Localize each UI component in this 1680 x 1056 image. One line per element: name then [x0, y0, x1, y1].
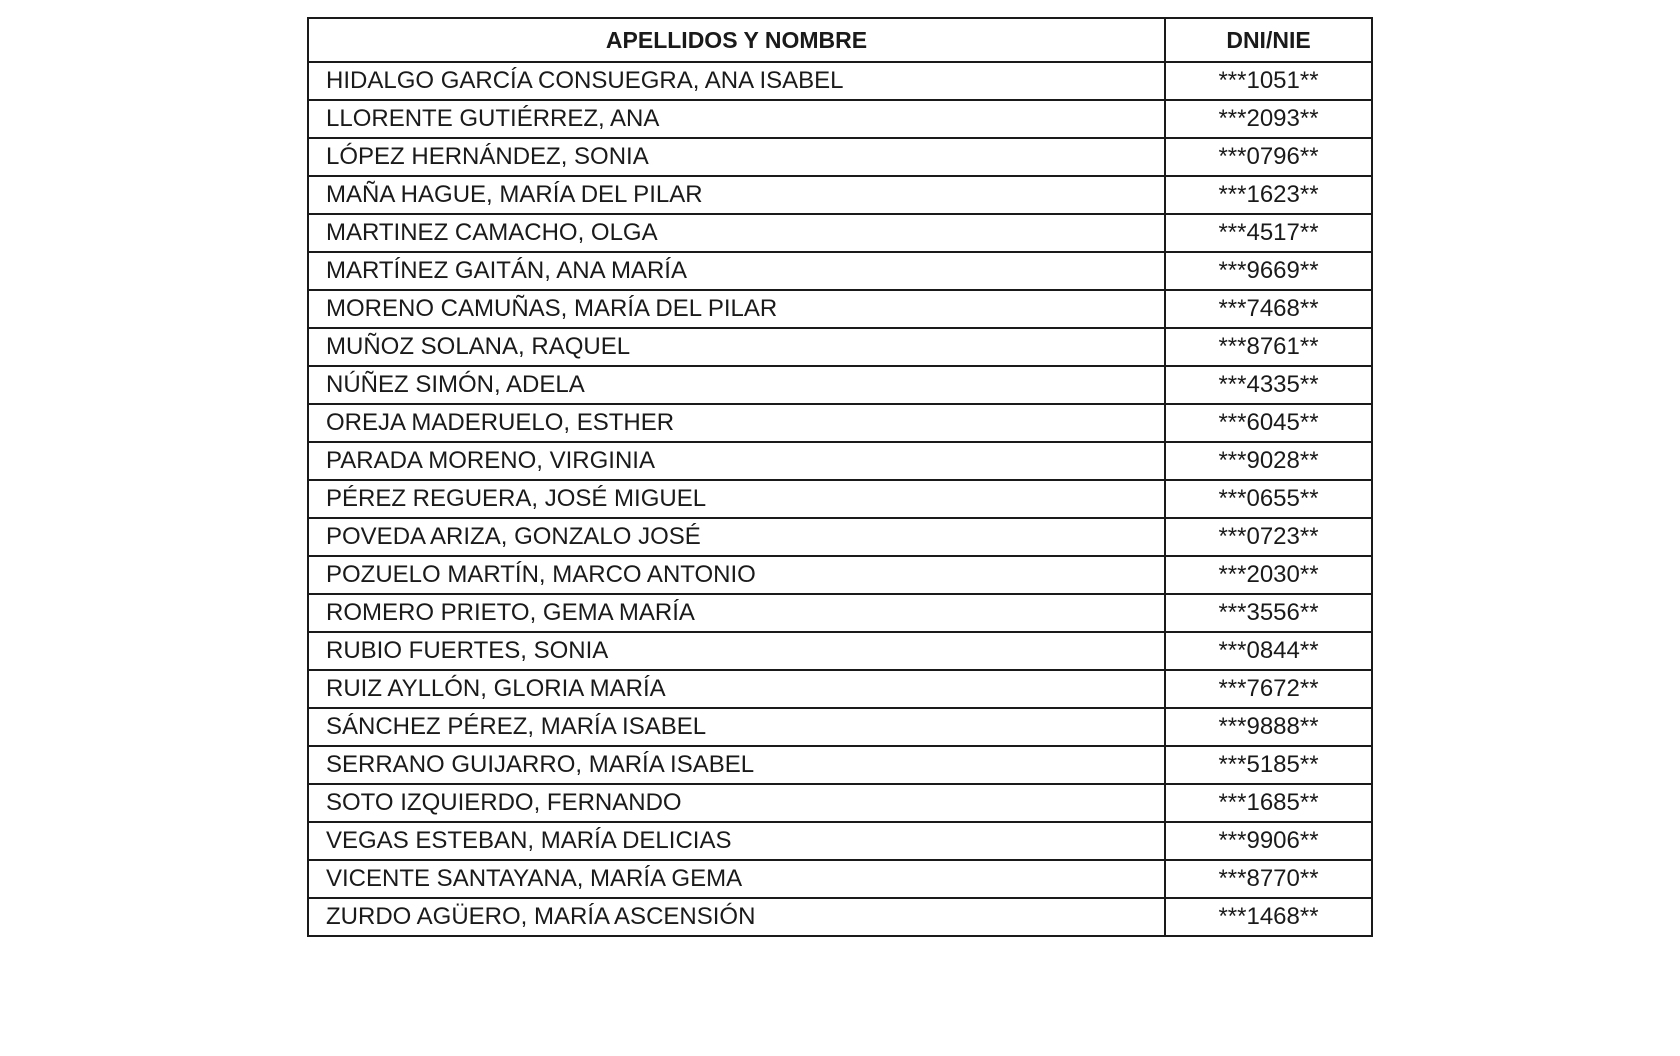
table-row: [308, 480, 1372, 518]
table-body: [308, 62, 1372, 936]
table-row: [308, 784, 1372, 822]
cell-name: NÚÑEZ SIMÓN, ADELA: [308, 366, 1165, 404]
table-row: [308, 442, 1372, 480]
cell-dni: ***9906**: [1165, 822, 1372, 860]
cell-name: SOTO IZQUIERDO, FERNANDO: [308, 784, 1165, 822]
cell-name: MARTÍNEZ GAITÁN, ANA MARÍA: [308, 252, 1165, 290]
column-header-dni: DNI/NIE: [1165, 18, 1372, 62]
cell-name: RUBIO FUERTES, SONIA: [308, 632, 1165, 670]
cell-dni: ***1685**: [1165, 784, 1372, 822]
cell-dni: ***0844**: [1165, 632, 1372, 670]
cell-name: LÓPEZ HERNÁNDEZ, SONIA: [308, 138, 1165, 176]
cell-dni: ***9028**: [1165, 442, 1372, 480]
cell-name: SERRANO GUIJARRO, MARÍA ISABEL: [308, 746, 1165, 784]
cell-dni: ***9669**: [1165, 252, 1372, 290]
cell-name: POVEDA ARIZA, GONZALO JOSÉ: [308, 518, 1165, 556]
cell-name: ZURDO AGÜERO, MARÍA ASCENSIÓN: [308, 898, 1165, 936]
table-row: [308, 290, 1372, 328]
table-row: [308, 100, 1372, 138]
table-row: [308, 328, 1372, 366]
cell-name: VICENTE SANTAYANA, MARÍA GEMA: [308, 860, 1165, 898]
cell-dni: ***7672**: [1165, 670, 1372, 708]
table-row: [308, 62, 1372, 100]
table-row: [308, 822, 1372, 860]
table-row: [308, 860, 1372, 898]
cell-dni: ***1623**: [1165, 176, 1372, 214]
table-row: [308, 214, 1372, 252]
cell-dni: ***2030**: [1165, 556, 1372, 594]
cell-dni: ***4335**: [1165, 366, 1372, 404]
roster-table: [307, 17, 1373, 937]
cell-dni: ***6045**: [1165, 404, 1372, 442]
cell-name: PARADA MORENO, VIRGINIA: [308, 442, 1165, 480]
table-row: [308, 898, 1372, 936]
cell-name: HIDALGO GARCÍA CONSUEGRA, ANA ISABEL: [308, 62, 1165, 100]
header-row: [308, 18, 1372, 62]
cell-dni: ***1051**: [1165, 62, 1372, 100]
cell-dni: ***7468**: [1165, 290, 1372, 328]
table-row: [308, 670, 1372, 708]
table-row: [308, 176, 1372, 214]
table-row: [308, 252, 1372, 290]
cell-dni: ***8770**: [1165, 860, 1372, 898]
cell-name: POZUELO MARTÍN, MARCO ANTONIO: [308, 556, 1165, 594]
cell-dni: ***4517**: [1165, 214, 1372, 252]
cell-name: MUÑOZ SOLANA, RAQUEL: [308, 328, 1165, 366]
cell-dni: ***0796**: [1165, 138, 1372, 176]
cell-name: RUIZ AYLLÓN, GLORIA MARÍA: [308, 670, 1165, 708]
cell-name: MARTINEZ CAMACHO, OLGA: [308, 214, 1165, 252]
cell-dni: ***9888**: [1165, 708, 1372, 746]
cell-dni: ***2093**: [1165, 100, 1372, 138]
table-row: [308, 632, 1372, 670]
cell-name: VEGAS ESTEBAN, MARÍA DELICIAS: [308, 822, 1165, 860]
table-row: [308, 366, 1372, 404]
table-header: [308, 18, 1372, 62]
cell-name: PÉREZ REGUERA, JOSÉ MIGUEL: [308, 480, 1165, 518]
table-row: [308, 556, 1372, 594]
column-header-name: APELLIDOS Y NOMBRE: [308, 18, 1165, 62]
table-row: [308, 518, 1372, 556]
table-row: [308, 708, 1372, 746]
cell-dni: ***5185**: [1165, 746, 1372, 784]
table-row: [308, 404, 1372, 442]
cell-dni: ***1468**: [1165, 898, 1372, 936]
cell-name: SÁNCHEZ PÉREZ, MARÍA ISABEL: [308, 708, 1165, 746]
table-row: [308, 138, 1372, 176]
cell-dni: ***0655**: [1165, 480, 1372, 518]
cell-name: OREJA MADERUELO, ESTHER: [308, 404, 1165, 442]
cell-name: ROMERO PRIETO, GEMA MARÍA: [308, 594, 1165, 632]
cell-dni: ***0723**: [1165, 518, 1372, 556]
table-row: [308, 746, 1372, 784]
cell-dni: ***3556**: [1165, 594, 1372, 632]
table-row: [308, 594, 1372, 632]
cell-name: MAÑA HAGUE, MARÍA DEL PILAR: [308, 176, 1165, 214]
cell-name: MORENO CAMUÑAS, MARÍA DEL PILAR: [308, 290, 1165, 328]
cell-dni: ***8761**: [1165, 328, 1372, 366]
cell-name: LLORENTE GUTIÉRREZ, ANA: [308, 100, 1165, 138]
